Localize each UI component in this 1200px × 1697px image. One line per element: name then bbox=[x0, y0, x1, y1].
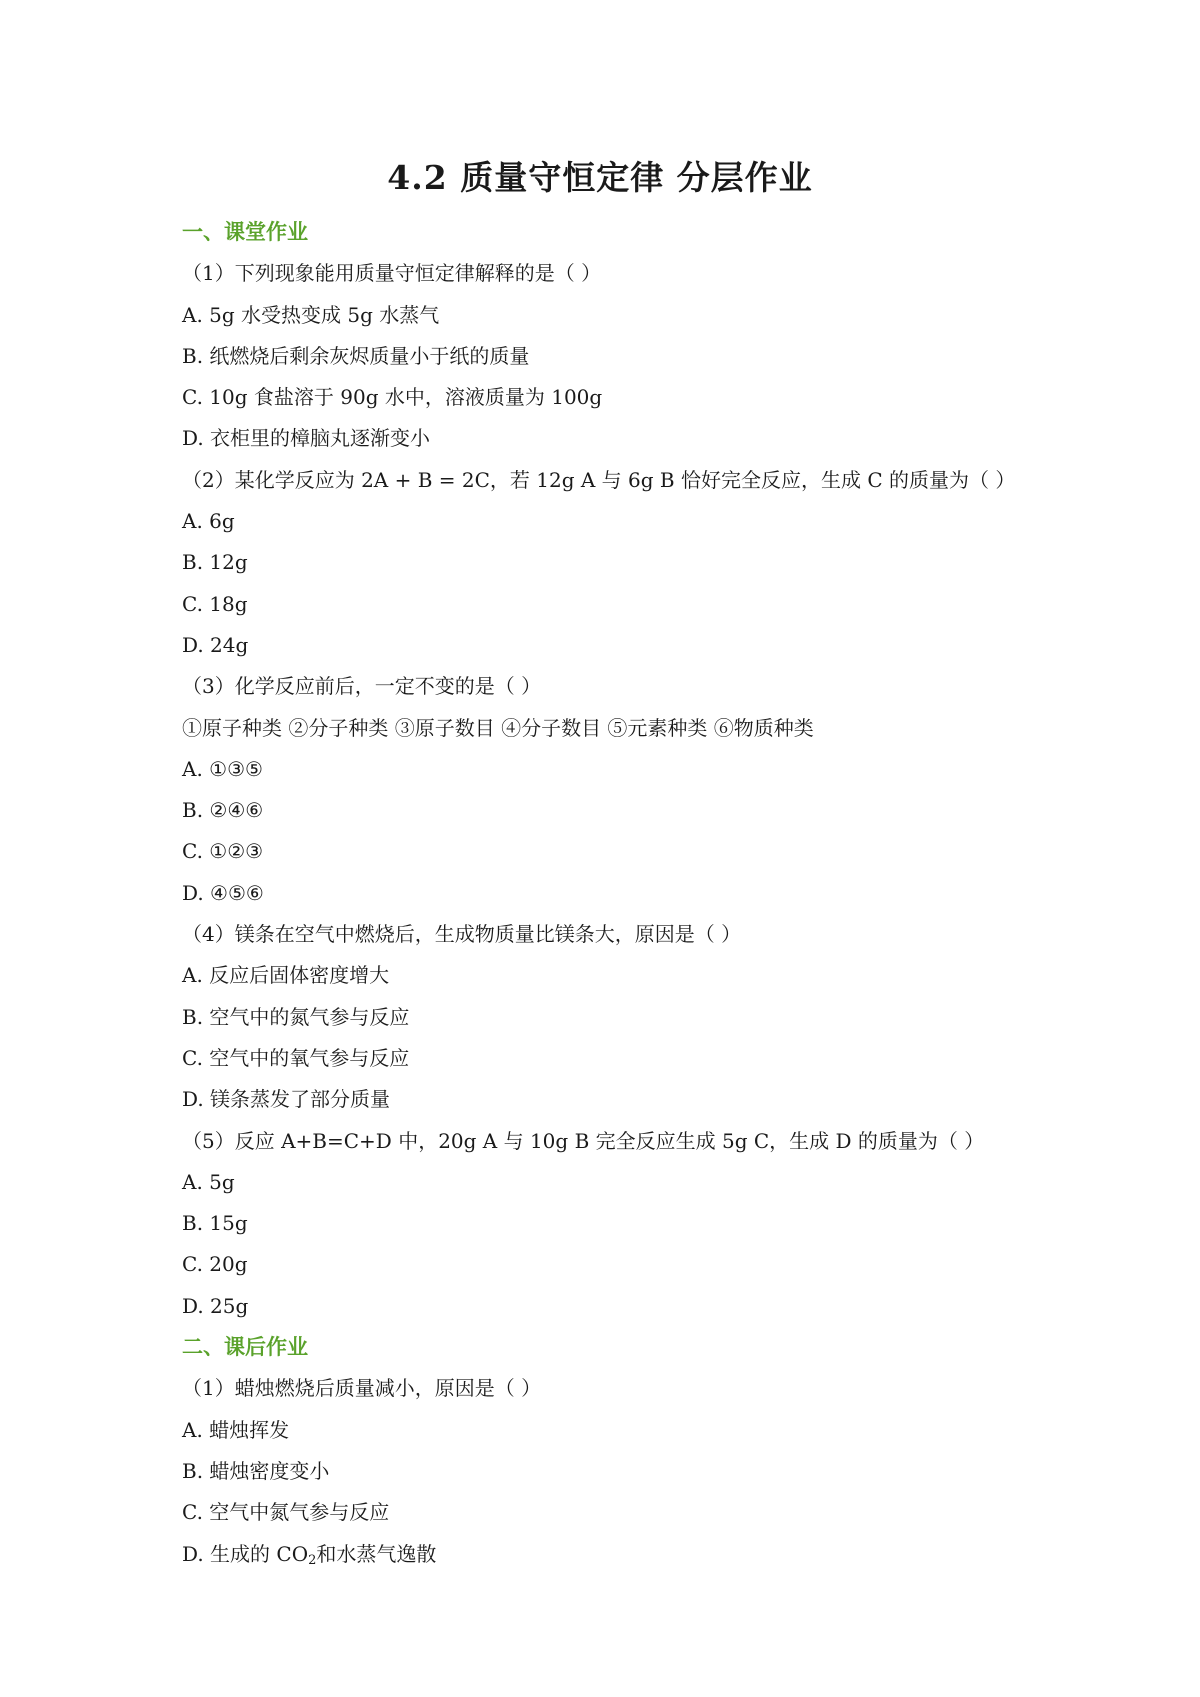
question-stem: （5）反应 A+B=C+D 中，20g A 与 10g B 完全反应生成 5g C，生成 D 的质量为（ ） bbox=[182, 1128, 985, 1153]
answer-option: D. 25g bbox=[182, 1293, 249, 1318]
question-stem: （3）化学反应前后，一定不变的是（ ） bbox=[182, 674, 542, 699]
answer-option: C. 10g 食盐溶于 90g 水中，溶液质量为 100g bbox=[182, 385, 603, 410]
answer-option: A. 蜡烛挥发 bbox=[182, 1417, 290, 1442]
answer-option: B. ②④⑥ bbox=[182, 798, 264, 823]
question-stem: （4）镁条在空气中燃烧后，生成物质量比镁条大，原因是（ ） bbox=[182, 922, 742, 947]
answer-option: D. 24g bbox=[182, 632, 249, 657]
answer-option: D. 衣柜里的樟脑丸逐渐变小 bbox=[182, 426, 431, 451]
answer-option: B. 蜡烛密度变小 bbox=[182, 1458, 330, 1483]
answer-option: D. ④⑤⑥ bbox=[182, 880, 264, 905]
question-stem: （2）某化学反应为 2A + B = 2C，若 12g A 与 6g B 恰好完全反应，生成 C 的质量为（ ） bbox=[182, 467, 1016, 492]
document-body bbox=[182, 212, 1082, 1575]
subscript-text: 2 bbox=[308, 1552, 317, 1568]
answer-option: B. 空气中的氮气参与反应 bbox=[182, 1004, 410, 1029]
answer-option: B. 15g bbox=[182, 1211, 248, 1236]
answer-option: C. 20g bbox=[182, 1252, 248, 1277]
page-title: 4.2 质量守恒定律 分层作业 bbox=[387, 158, 813, 197]
option-text: 和水蒸气逸散 bbox=[316, 1541, 437, 1566]
answer-option: B. 12g bbox=[182, 550, 248, 575]
option-text: D. 生成的 CO bbox=[182, 1541, 309, 1566]
answer-option: A. ①③⑤ bbox=[182, 756, 263, 781]
answer-option: C. 18g bbox=[182, 591, 248, 616]
answer-option: A. 反应后固体密度增大 bbox=[182, 963, 390, 988]
answer-option: A. 5g bbox=[182, 1169, 235, 1194]
answer-option: C. 空气中氮气参与反应 bbox=[182, 1500, 390, 1525]
question-statement-list: ①原子种类 ②分子种类 ③原子数目 ④分子数目 ⑤元素种类 ⑥物质种类 bbox=[182, 715, 814, 740]
answer-option: B. 纸燃烧后剩余灰烬质量小于纸的质量 bbox=[182, 343, 530, 368]
question-stem: （1）蜡烛燃烧后质量减小，原因是（ ） bbox=[182, 1376, 542, 1401]
answer-option: A. 6g bbox=[182, 509, 235, 534]
answer-option: A. 5g 水受热变成 5g 水蒸气 bbox=[182, 302, 440, 327]
answer-option bbox=[182, 1534, 1082, 1575]
section-heading: 一、课堂作业 bbox=[182, 220, 308, 244]
answer-option: C. 空气中的氧气参与反应 bbox=[182, 1045, 410, 1070]
section-heading: 二、课后作业 bbox=[182, 1335, 308, 1360]
answer-option: C. ①②③ bbox=[182, 839, 264, 864]
answer-option: D. 镁条蒸发了部分质量 bbox=[182, 1087, 391, 1112]
question-stem: （1）下列现象能用质量守恒定律解释的是（ ） bbox=[182, 261, 602, 286]
